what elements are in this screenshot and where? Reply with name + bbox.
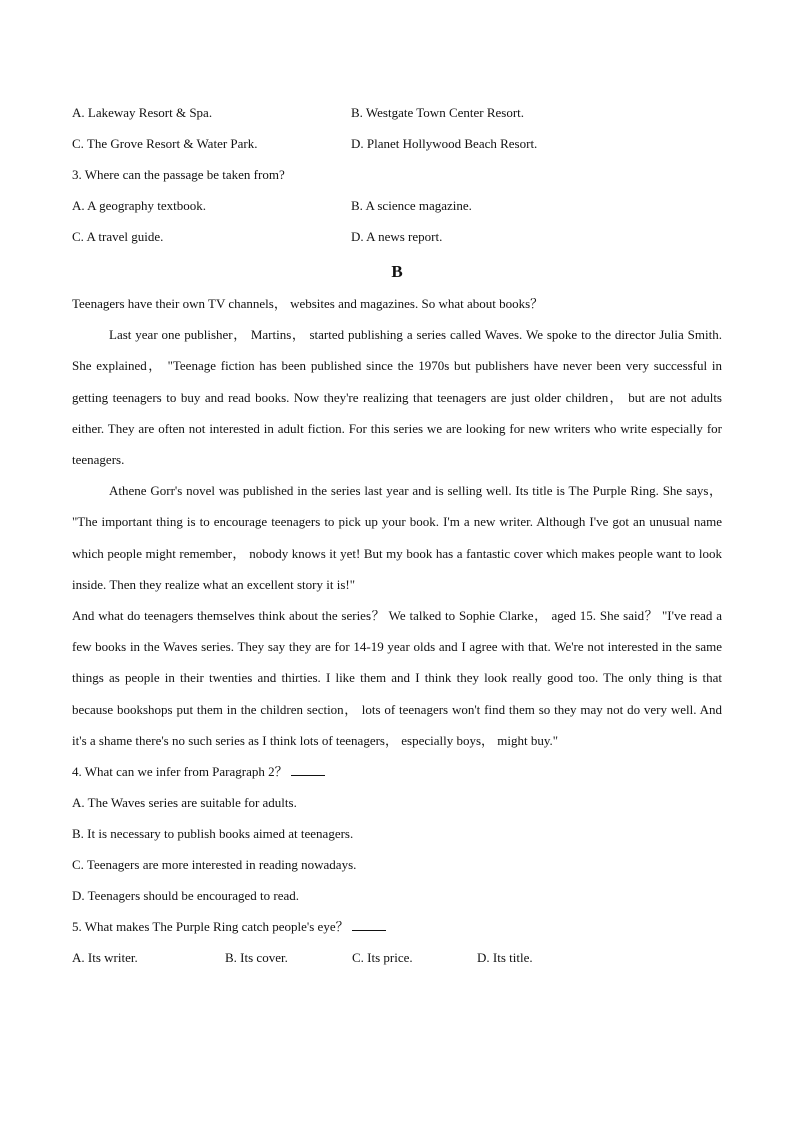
q5-option-b: B. Its cover. xyxy=(225,950,288,966)
q4-question: 4. What can we infer from Paragraph 2？ xyxy=(72,764,288,780)
q3-option-d: D. A news report. xyxy=(351,229,443,244)
passage-paragraph-1: Teenagers have their own TV channels， websites and magazines. So what about books？ xyxy=(72,296,544,311)
q5-question-line xyxy=(72,911,722,942)
q2-option-c: C. The Grove Resort & Water Park. xyxy=(72,136,258,151)
q2-option-d: D. Planet Hollywood Beach Resort. xyxy=(351,136,538,151)
passage-paragraph-3: Athene Gorr's novel was published in the series last year and is selling well. Its title is The Purple Ring. She says， "The important thing is to encourage teenagers to pick up your book. I'm a new writer. Although I've got an unusual name which people might remember， nobody knows it yet! But my book has a fantastic cover which makes people want to look inside. Then they realize what an excellent story it is!" xyxy=(72,483,722,592)
q2-option-b: B. Westgate Town Center Resort. xyxy=(351,105,525,120)
q2-option-a: A. Lakeway Resort & Spa. xyxy=(72,105,213,120)
q4-option-c: C. Teenagers are more interested in reading nowadays. xyxy=(72,857,357,873)
q4-answer-blank[interactable] xyxy=(291,761,325,776)
q3-question: 3. Where can the passage be taken from? xyxy=(72,167,285,182)
q3-options-row-1 xyxy=(72,190,722,221)
passage-paragraph-4: And what do teenagers themselves think about the series？ We talked to Sophie Clarke， aged 15. She said？ "I've read a few books in the Waves series. They say they are for 14-19 year olds and I agree with that. We're not interested in the same things as people in their twenties and thirties. I like them and I think they look really good too. The only thing is that because bookshops put them in the children section， lots of teenagers won't find them so they may not do very well. And it's a shame there's no such series as I think lots of teenagers， especially boys， might buy." xyxy=(72,608,722,748)
q4-option-d: D. Teenagers should be encouraged to read. xyxy=(72,888,299,904)
q5-answer-blank[interactable] xyxy=(352,916,386,931)
passage-paragraph-2: Last year one publisher， Martins， started publishing a series called Waves. We spoke to the director Julia Smith. She explained， "Teenage fiction has been published since the 1970s but publishers have never been very successful in getting teenagers to buy and read books. Now they're realizing that teenagers are just older children， but are not adults either. They are often not interested in adult fiction. For this series we are looking for new writers who write especially for teenagers. xyxy=(72,327,722,468)
q3-option-a: A. A geography textbook. xyxy=(72,198,206,213)
q2-options-row-2 xyxy=(72,128,722,159)
exam-page xyxy=(72,97,722,973)
q4-option-a: A. The Waves series are suitable for adults. xyxy=(72,795,297,811)
q3-options-row-2 xyxy=(72,221,722,252)
q3-option-c: C. A travel guide. xyxy=(72,229,164,244)
q5-option-c: C. Its price. xyxy=(352,950,413,966)
q4-option-b: B. It is necessary to publish books aimed at teenagers. xyxy=(72,826,354,842)
q5-question: 5. What makes The Purple Ring catch people's eye？ xyxy=(72,919,349,935)
q3-option-b: B. A science magazine. xyxy=(351,198,472,213)
q5-options-row xyxy=(72,942,722,973)
q2-options-row-1 xyxy=(72,97,722,128)
section-heading: B xyxy=(391,262,403,281)
q5-option-a: A. Its writer. xyxy=(72,950,138,966)
q4-question-line xyxy=(72,756,722,787)
q5-option-d: D. Its title. xyxy=(477,950,533,966)
